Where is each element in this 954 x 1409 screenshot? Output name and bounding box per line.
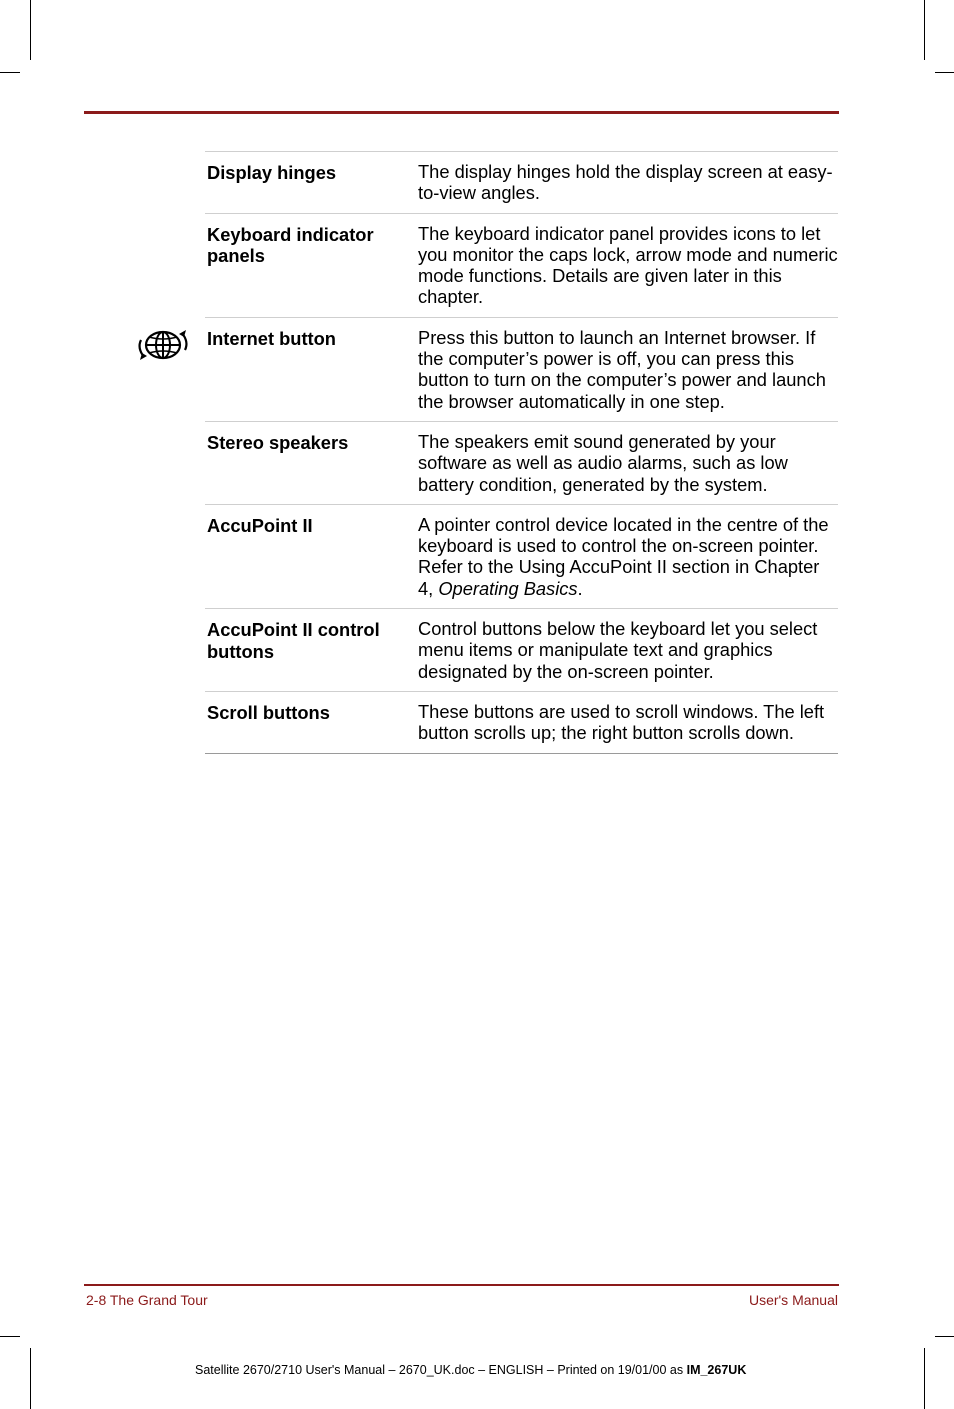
glossary-table — [205, 151, 838, 754]
chapter-reference: Operating Basics — [438, 577, 578, 599]
term-description: The speakers emit sound generated by your software as well as audio alarms, such as low battery condition, generated by the system. — [418, 430, 788, 495]
footer-page-label: 2-8 The Grand Tour — [86, 1292, 208, 1308]
crop-mark — [30, 1348, 31, 1409]
term-description: Control buttons below the keyboard let you select menu items or manipulate text and graphics designated by the on-screen pointer. — [418, 618, 818, 682]
term-description: The display hinges hold the display screen at easy-to-view angles. — [418, 161, 833, 204]
crop-mark — [924, 1348, 925, 1409]
glossary-row — [205, 152, 838, 214]
term-label: AccuPoint II — [207, 514, 313, 536]
crop-mark — [0, 72, 20, 73]
header-rule — [84, 111, 839, 114]
crop-mark — [935, 72, 954, 73]
term-label: Stereo speakers — [207, 431, 349, 453]
term-description: Press this button to launch an Internet browser. If the computer’s power is off, you can press this button to turn on the computer’s power and launch the browser automatically in one step. — [418, 326, 826, 412]
crop-mark — [935, 1336, 954, 1337]
internet-globe-icon — [135, 326, 191, 364]
term-description: These buttons are used to scroll windows. The left button scrolls up; the right button scrolls down. — [418, 700, 825, 744]
term-label: Display hinges — [207, 162, 337, 183]
print-code: IM_267UK — [686, 1363, 747, 1377]
print-info-text: Satellite 2670/2710 User's Manual – 2670_UK.doc – ENGLISH – Printed on 19/01/00 as — [195, 1363, 687, 1377]
glossary-row — [205, 692, 838, 754]
term-label: AccuPoint II control buttons — [207, 619, 380, 662]
term-label: Scroll buttons — [207, 701, 330, 723]
crop-mark — [30, 0, 31, 60]
crop-mark — [924, 0, 925, 60]
footer-manual-label: User's Manual — [748, 1292, 838, 1308]
glossary-row — [205, 422, 838, 505]
description-text: . — [577, 577, 583, 599]
glossary-row — [205, 609, 838, 692]
term-description: The keyboard indicator panel provides icons to let you monitor the caps lock, arrow mode and numeric mode functions. Details are given later in this chapter. — [418, 222, 838, 308]
glossary-row — [205, 505, 838, 609]
description-text: A pointer control device located in the centre of the keyboard is used to control the on-screen pointer. Refer to the Using AccuPoint II section in Chapter 4, — [418, 513, 829, 599]
print-info — [195, 1363, 746, 1377]
footer-rule — [84, 1284, 839, 1286]
glossary-row — [205, 318, 838, 422]
glossary-row — [205, 214, 838, 318]
crop-mark — [0, 1336, 20, 1337]
term-label: Keyboard indicator panels — [207, 223, 374, 267]
term-label: Internet button — [207, 327, 336, 349]
term-description — [417, 514, 838, 599]
